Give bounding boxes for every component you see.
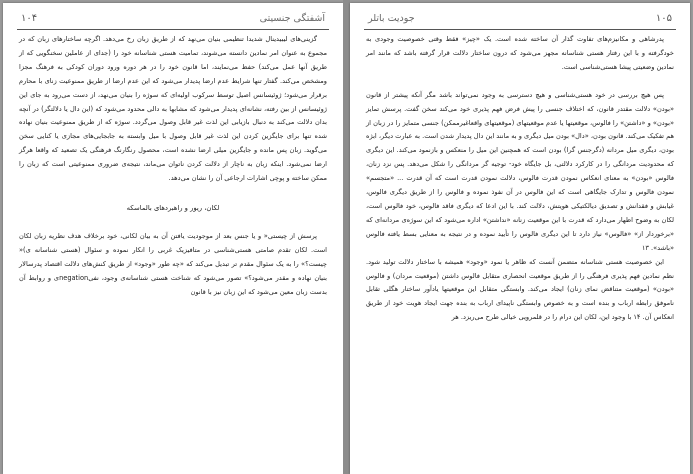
right-page-header <box>364 13 676 27</box>
paragraph: پرسش از چیستی« و یا جنس بعد از موجودیت یافتن آن به بیان لکانی، خود برخلاف هدف نظریه زبان لکان است. لکان تقدم صامتی هستی‌شناسی در متافیزیک غربی را انکار نموده و سئوال (هستی شناسانه ی)« چیست؟» را به یک سئوال مقدم تر تبدیل می‌کند که «چه طور «وجود» از طریق کنش‌های دلالت اقتصاد پدرسالار بنیان نهاده و مقدر می‌شود؟» تصور می‌شود که شناخت هستی شناسانه‌ی وجود، نفیnegationی و روابط آن بدست زبان معین می‌شود که این زبان نیز با قانون <box>19 231 327 296</box>
right-page-number: ۱۰۵ <box>655 13 672 24</box>
section-heading: لکان، ریور و راهبردهای بالماسکه <box>126 203 220 212</box>
paragraph: پدرشاهی و مکانیزم‌های تفاوت گذار آن ساخته شده است. یک «چیز» فقط وقتی خصوصیت وجودی به خودگرفته و با این رفتار هستی شناسانه مجهز می‌شود که درون ساختار دلالت قرار گرفته باشد که مانند امر نمادین وضعیتی پیشا هستی‌شناسی است. <box>366 35 674 71</box>
book-gutter <box>343 0 350 474</box>
paragraph: پس هیچ بررسی در خود هستی‌شناسی و هیچ دسترسی به وجود نمی‌تواند باشد مگر آنکه پیشتر از قانون «بودن» دلالت مقتدر قانون، که اختلاف جنسی را پیش فرض فهم پذیری خود می‌کند سخن گفت. پرسش تمایز «بودن» و «داشتن» را فالوس، موقعیتها یا عدم موقعیتهای (موقعیتهای واقعاغیرممکن) جنسی متمایز را در زبان از هم تفکیک می‌کند. قانون بودن، «دال» بودن میل دیگری و به مانند این دال پدیدار شدن است. به عبارت دیگر، ابژه بودن، دیگری میل مردانه (دگرجنس گرا) بودن است که همچنین این میل را منعکس و بازنمود می‌کند. این دیگری که محدودیت مردانگی را در کارکرد دلالتی، بل جایگاه خود- توجیه گر مردانگی را شکل می‌دهد. پس نزد زنان، فالوس «بودن» به معنای انعکاس نمودن قدرت فالوس، دلالت نمودن قدرت است که آن قدرت ... «متجسم» نمودن فالوس و تدارک جایگاهی است که این فالوس در آن نفوذ نموده و فالوس را از طریق دیگری فالوس، غیابش و فقدانش و تصدیق دیالکتیکی هویتش، دلالت کند. با این ادعا که دیگری فاقد فالوس، خود فالوس است، لکان به وضوح اظهار می‌دارد که قدرت با این موقعیت زنانه «نداشتن» اداره می‌شود که این سوژه‌ی مردانه‌ای که «برخوردار از» «فالوس» نیاز دارد تا این دیگری فالوس را تأیید نموده و در نتیجه به معنایی بسط یافته فالوس «باشد». ۱۳ <box>366 90 674 252</box>
right-running-head: جودیت باتلر <box>368 13 415 24</box>
paragraph: گزینی‌های لیبیدینال شدیدا تنظیمی بنیان می‌نهد که از طریق زبان رخ می‌دهد. اگرچه ساختارهای زبان که در مجموع به عنوان امر نمادین دانسته می‌شوند، تمامیت هستی شناسانه خود را (جدای از عاملین سخنگویی که از طریق آنها عمل می‌کند) حفظ می‌نمایند، اما قانون خود را در هر دوره ورود دوران کودکی به فرهنگ مجزا ومشخص می‌کند. گفتار تنها شرایط عدم ارضا پدیدار می‌شود که این عدم ارضا از طریق ممنوعیت زنای با محارم برقرار می‌شود؛ ژوئیسانس اصیل توسط سرکوب اولیه‌ای که سوژه را بنیان می‌نهد، از دست می‌رود به جای این ژوئیسانس از بین رفته، نشانه‌ای پدیدار می‌شود که مشابها به دالی محدود می‌شود که (این دال یا دلالتگر) در آنچه بدان دلالت می‌کند به دنبال بازیابی این لذت غیر قابل وصول می‌گردد. سوژه که از طریق ممنوعیت بنیان نهاده شده تنها برای جایگزین کردن این لذت غیر قابل وصول با میل وابسته به جابجایی‌های مجازی یا کنایی سخن می‌گوید. زبان پس مانده و جایگزین میلی ارضا نشده است، محصول رنگارنگ فرهنگی یک تصعید که واقعا هرگز ارضا نمی‌شود. اینکه زبان به ناچار از دلالت کردن ناتوان می‌ماند، نتیجه‌ی ضروری ممنوعیتی است که زبان را ممکن ساخته و پوچی اشارات ارجاعی آن را نشان می‌دهد. <box>19 35 327 183</box>
header-rule <box>364 29 676 30</box>
header-rule <box>17 29 329 30</box>
left-page-body <box>19 33 327 468</box>
left-page-header <box>17 13 329 27</box>
left-page-number: ۱۰۴ <box>21 13 38 24</box>
left-page <box>3 3 343 474</box>
left-running-head: آشفتگی جنسیتی <box>259 13 325 24</box>
paragraph: این خصوصیت هستی شناسانه متضمن آنست که ظاهر یا نمود «وجود» همیشه با ساختار دلالت تولید شود. نظم نمادین فهم پذیری فرهنگی را از طریق موقعیت انحصاری متقابل فالوس داشتن (موقعیت مردان) و فالوس «بودن» (موقعیت متناقض نمای زنان) ایجاد می‌کند. وابستگی متقابل این موقعیتها یادآور ساختار هگلی تقابل ناموفق رابطه ارباب و بنده است و به خصوص وابستگی ناپیدای ارباب به بنده جهت ایجاد هویت خود از طریق انعکاس آن. ۱۴ با وجود این، لکان این درام را در قلمرویی خیالی طرح می‌ریزد. هر <box>366 257 674 322</box>
right-page-body <box>366 33 674 468</box>
right-page <box>350 3 690 474</box>
